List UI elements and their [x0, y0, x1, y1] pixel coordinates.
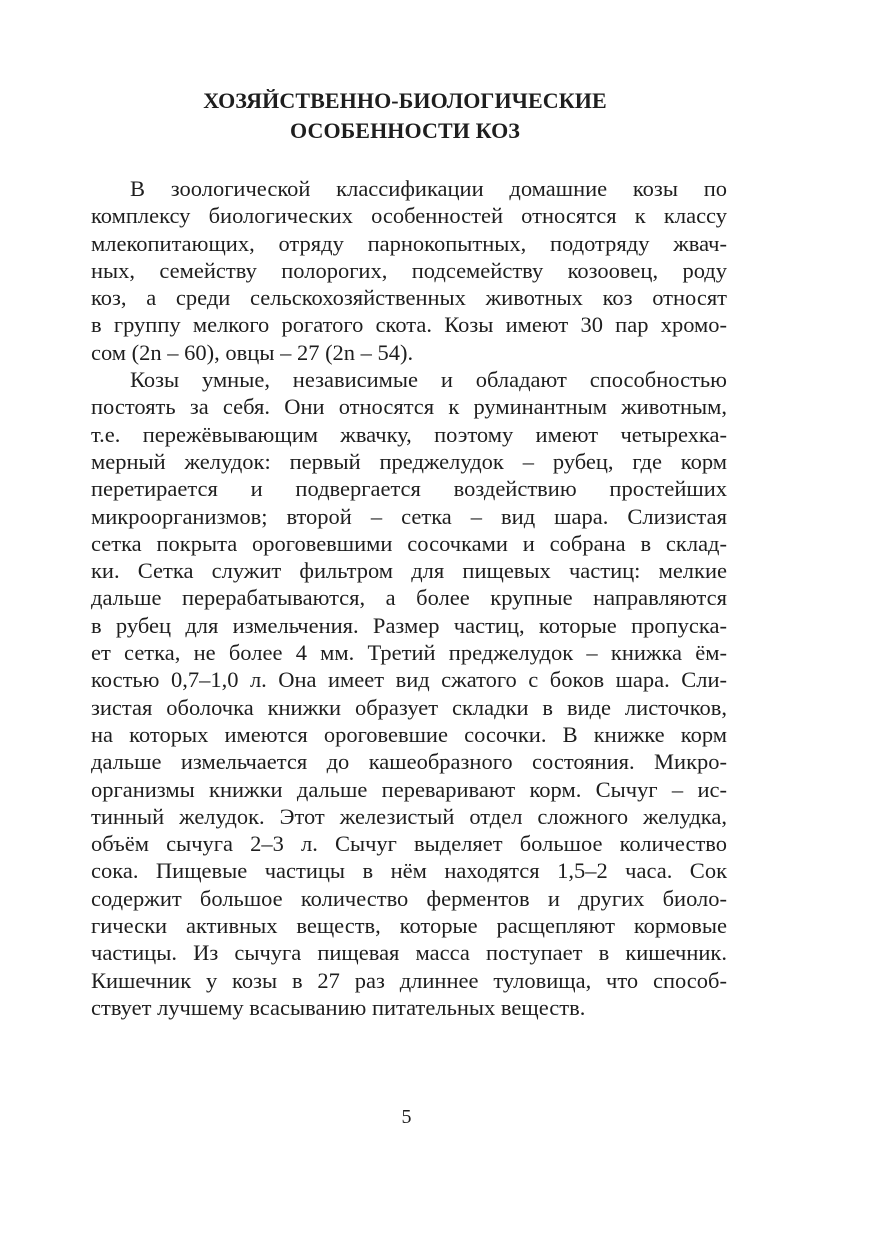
text-line: тинный желудок. Этот железистый отдел сложного желудка,: [91, 803, 727, 829]
text-line: ствует лучшему всасыванию питательных веществ.: [91, 994, 586, 1020]
text-line: постоять за себя. Они относятся к руминантным животным,: [91, 394, 727, 420]
title-line-2: ОСОБЕННОСТИ КОЗ: [289, 118, 520, 143]
text-line: гически активных веществ, которые расщепляют кормовые: [91, 913, 727, 939]
text-line: Козы умные, независимые и обладают способностью: [130, 367, 727, 393]
page-title: [100, 86, 710, 146]
text-line: на которых имеются ороговевшие сосочки. В книжке корм: [91, 721, 727, 747]
text-line: т.е. пережёвывающим жвачку, поэтому имеют четырехка-: [91, 421, 727, 447]
text-line: В зоологической классификации домашние козы по: [130, 176, 727, 201]
text-line: млекопитающих, отряду парнокопытных, подотряду жвач-: [91, 230, 727, 256]
paragraph: [91, 366, 727, 1021]
text-line: ки. Сетка служит фильтром для пищевых частиц: мелкие: [91, 558, 727, 584]
text-line: перетирается и подвергается воздействию простейших: [91, 476, 727, 502]
text-line: мерный желудок: первый преджелудок – рубец, где корм: [91, 448, 727, 474]
text-line: сока. Пищевые частицы в нём находятся 1,5–2 часа. Сок: [91, 858, 727, 884]
text-line: микроорганизмов; второй – сетка – вид шара. Слизистая: [91, 503, 727, 529]
paragraph: [91, 175, 727, 366]
text-line: объём сычуга 2–3 л. Сычуг выделяет большое количество: [91, 831, 727, 857]
text-line: комплексу биологических особенностей относятся к классу: [91, 203, 727, 229]
text-line: зистая оболочка книжки образует складки в виде листочков,: [91, 694, 727, 720]
text-line: дальше перерабатываются, а более крупные направляются: [91, 585, 727, 611]
body-text: [91, 175, 727, 1021]
text-line: Кишечник у козы в 27 раз длиннее туловища, что способ-: [91, 967, 727, 993]
text-line: сетка покрыта ороговевшими сосочками и собрана в склад-: [91, 530, 727, 556]
text-line: ет сетка, не более 4 мм. Третий преджелудок – книжка ём-: [91, 640, 727, 666]
text-line: в группу мелкого рогатого скота. Козы имеют 30 пар хромо-: [91, 312, 727, 338]
text-line: костью 0,7–1,0 л. Она имеет вид сжатого с боков шара. Сли-: [91, 667, 727, 693]
text-line: ных, семейству полорогих, подсемейству козоовец, роду: [91, 257, 727, 283]
text-line: организмы книжки дальше переваривают корм. Сычуг – ис-: [91, 776, 727, 802]
text-line: в рубец для измельчения. Размер частиц, которые пропуска-: [91, 612, 727, 638]
text-line: сом (2n – 60), овцы – 27 (2n – 54).: [91, 339, 414, 365]
text-line: частицы. Из сычуга пищевая масса поступает в кишечник.: [91, 940, 727, 966]
title-line-1: ХОЗЯЙСТВЕННО-БИОЛОГИЧЕСКИЕ: [203, 88, 607, 113]
text-line: дальше измельчается до кашеобразного состояния. Микро-: [91, 749, 727, 775]
page-number: 5: [401, 1106, 412, 1128]
text-line: коз, а среди сельскохозяйственных животных коз относят: [91, 285, 727, 311]
text-line: содержит большое количество ферментов и других биоло-: [91, 885, 727, 911]
